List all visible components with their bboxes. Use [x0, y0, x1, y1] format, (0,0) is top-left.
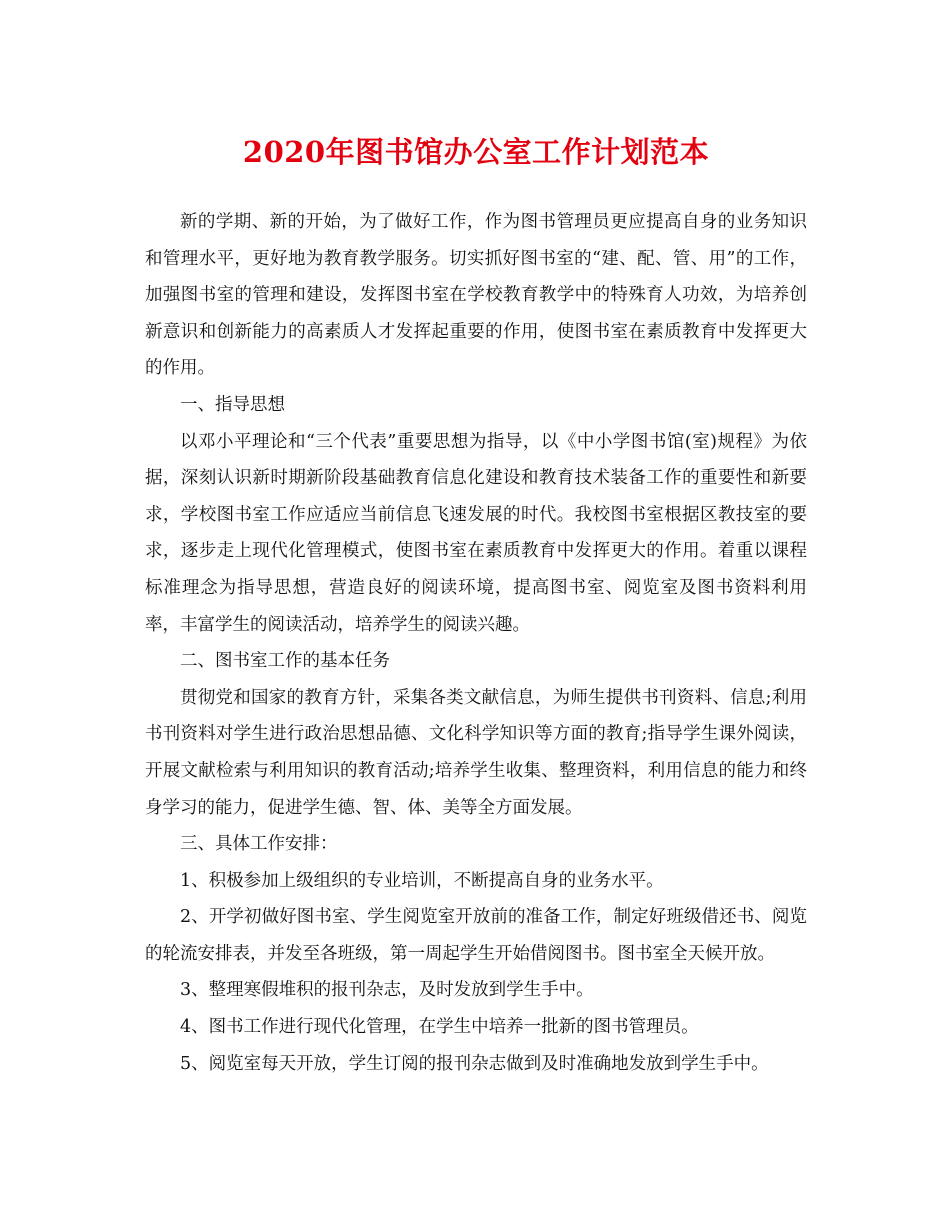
- list-item: 3、整理寒假堆积的报刊杂志，及时发放到学生手中。: [180, 980, 594, 1001]
- section-heading-basic-tasks: 二、图书室工作的基本任务: [180, 651, 390, 672]
- section-heading-guiding-ideology: 一、指导思想: [180, 394, 285, 415]
- document-title: 2020年图书馆办公室工作计划范本: [242, 135, 710, 169]
- section-heading-work-arrangement: 三、具体工作安排：: [180, 834, 338, 855]
- list-item: 4、图书工作进行现代化管理，在学生中培养一批新的图书管理员。: [180, 1017, 699, 1038]
- guiding-ideology-paragraph: 以邓小平理论和“三个代表”重要思想为指导，以《中小学图书馆(室)规程》为依据，深刻认识新时期新阶段基础教育信息化建设和教育技术装备工作的重要性和新要求，学校图书室工作应适应当前信息飞速发展的时代。我校图书室根据区教技室的要求，逐步走上现代化管理模式，使图书室在素质教育中发挥更大的作用。着重以课程标准理念为指导思想，营造良好的阅读环境，提高图书室、阅览室及图书资料利用率，丰富学生的阅读活动，培养学生的阅读兴趣。: [145, 431, 807, 635]
- list-item: 5、阅览室每天开放，学生订阅的报刊杂志做到及时准确地发放到学生手中。: [180, 1053, 769, 1074]
- document-body: [145, 204, 807, 1082]
- list-item: 1、积极参加上级组织的专业培训，不断提高自身的业务水平。: [180, 870, 664, 891]
- intro-paragraph: 新的学期、新的开始，为了做好工作，作为图书管理员更应提高自身的业务知识和管理水平，更好地为教育教学服务。切实抓好图书室的“建、配、管、用”的工作，加强图书室的管理和建设，发挥图书室在学校教育教学中的特殊育人功效，为培养创新意识和创新能力的高素质人才发挥起重要的作用，使图书室在素质教育中发挥更大的作用。: [145, 212, 807, 379]
- basic-tasks-paragraph: 贯彻党和国家的教育方针，采集各类文献信息，为师生提供书刊资料、信息;利用书刊资料对学生进行政治思想品德、文化科学知识等方面的教育;指导学生课外阅读，开展文献检索与利用知识的教育活动;培养学生收集、整理资料，利用信息的能力和终身学习的能力，促进学生德、智、体、美等全方面发展。: [145, 687, 807, 818]
- list-item: 2、开学初做好图书室、学生阅览室开放前的准备工作，制定好班级借还书、阅览的轮流安排表，并发至各班级，第一周起学生开始借阅图书。图书室全天候开放。: [145, 907, 807, 964]
